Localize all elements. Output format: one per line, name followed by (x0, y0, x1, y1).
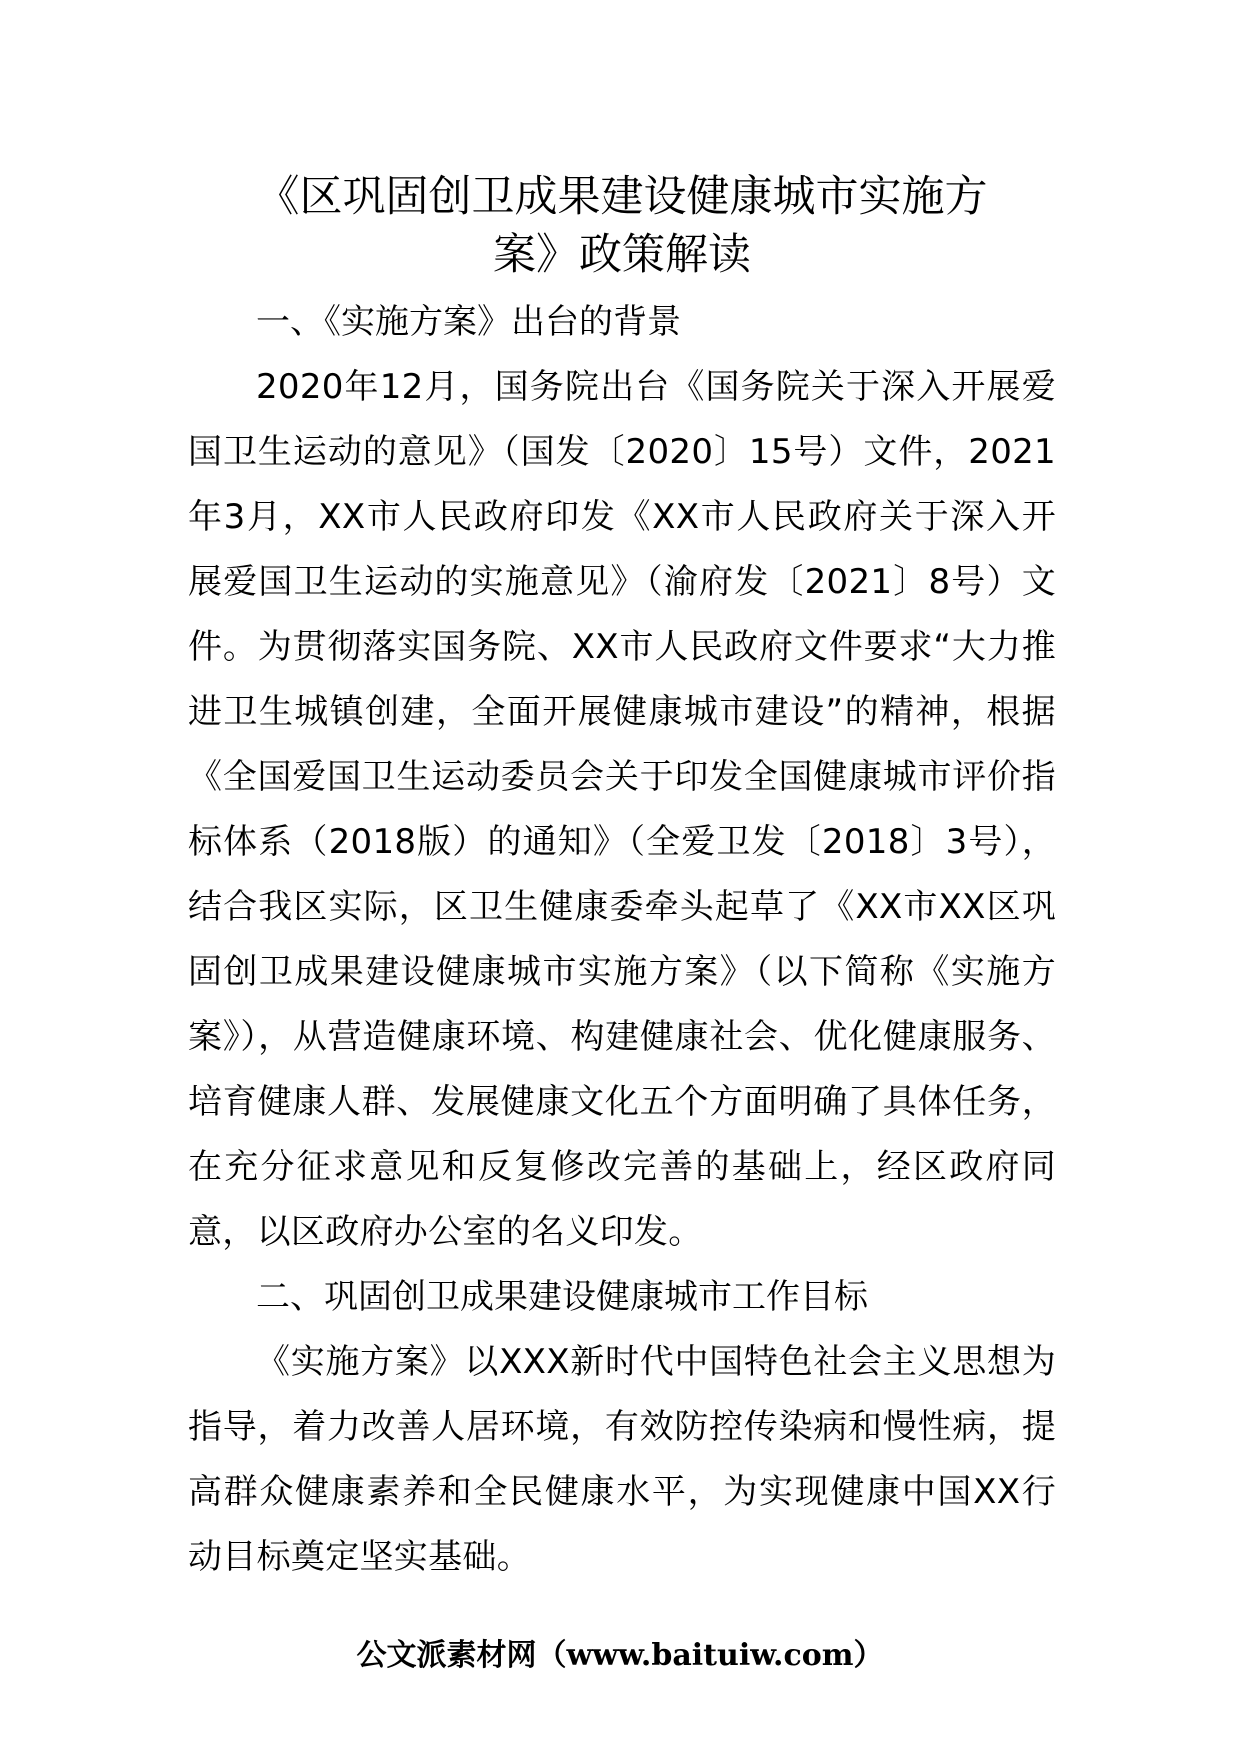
document-title (188, 168, 1056, 284)
title-line-2: 案》政策解读 (493, 230, 751, 280)
section-2-heading: 二、巩固创卫成果建设健康城市工作目标 (256, 1277, 868, 1317)
footer-watermark: 公文派素材网（www.baituiw.com） (356, 1638, 884, 1673)
title-line-1: 《区巩固创卫成果建设健康城市实施方 (256, 172, 988, 222)
document-content (188, 168, 1056, 1590)
section-1-paragraph: 2020年12月，国务院出台《国务院关于深入开展爱国卫生运动的意见》（国发〔2020〕15号）文件，2021年3月，XX市人民政府印发《XX市人民政府关于深入开展爱国卫生运动的实施意见》（渝府发〔2021〕8号）文件。为贯彻落实国务院、XX市人民政府文件要求“大力推进卫生城镇创建，全面开展健康城市建设”的精神，根据《全国爱国卫生运动委员会关于印发全国健康城市评价指标体系（2018版）的通知》（全爱卫发〔2018〕3号），结合我区实际，区卫生健康委牵头起草了《XX市XX区巩固创卫成果建设健康城市实施方案》（以下简称《实施方案》），从营造健康环境、构建健康社会、优化健康服务、培育健康人群、发展健康文化五个方面明确了具体任务，在充分征求意见和反复修改完善的基础上，经区政府同意，以区政府办公室的名义印发。 (188, 367, 1056, 1252)
section-1-heading: 一、《实施方案》出台的背景 (256, 302, 681, 342)
section-2-paragraph: 《实施方案》以XXX新时代中国特色社会主义思想为指导，着力改善人居环境，有效防控传染病和慢性病，提高群众健康素养和全民健康水平，为实现健康中国XX行动目标奠定坚实基础。 (188, 1342, 1056, 1577)
